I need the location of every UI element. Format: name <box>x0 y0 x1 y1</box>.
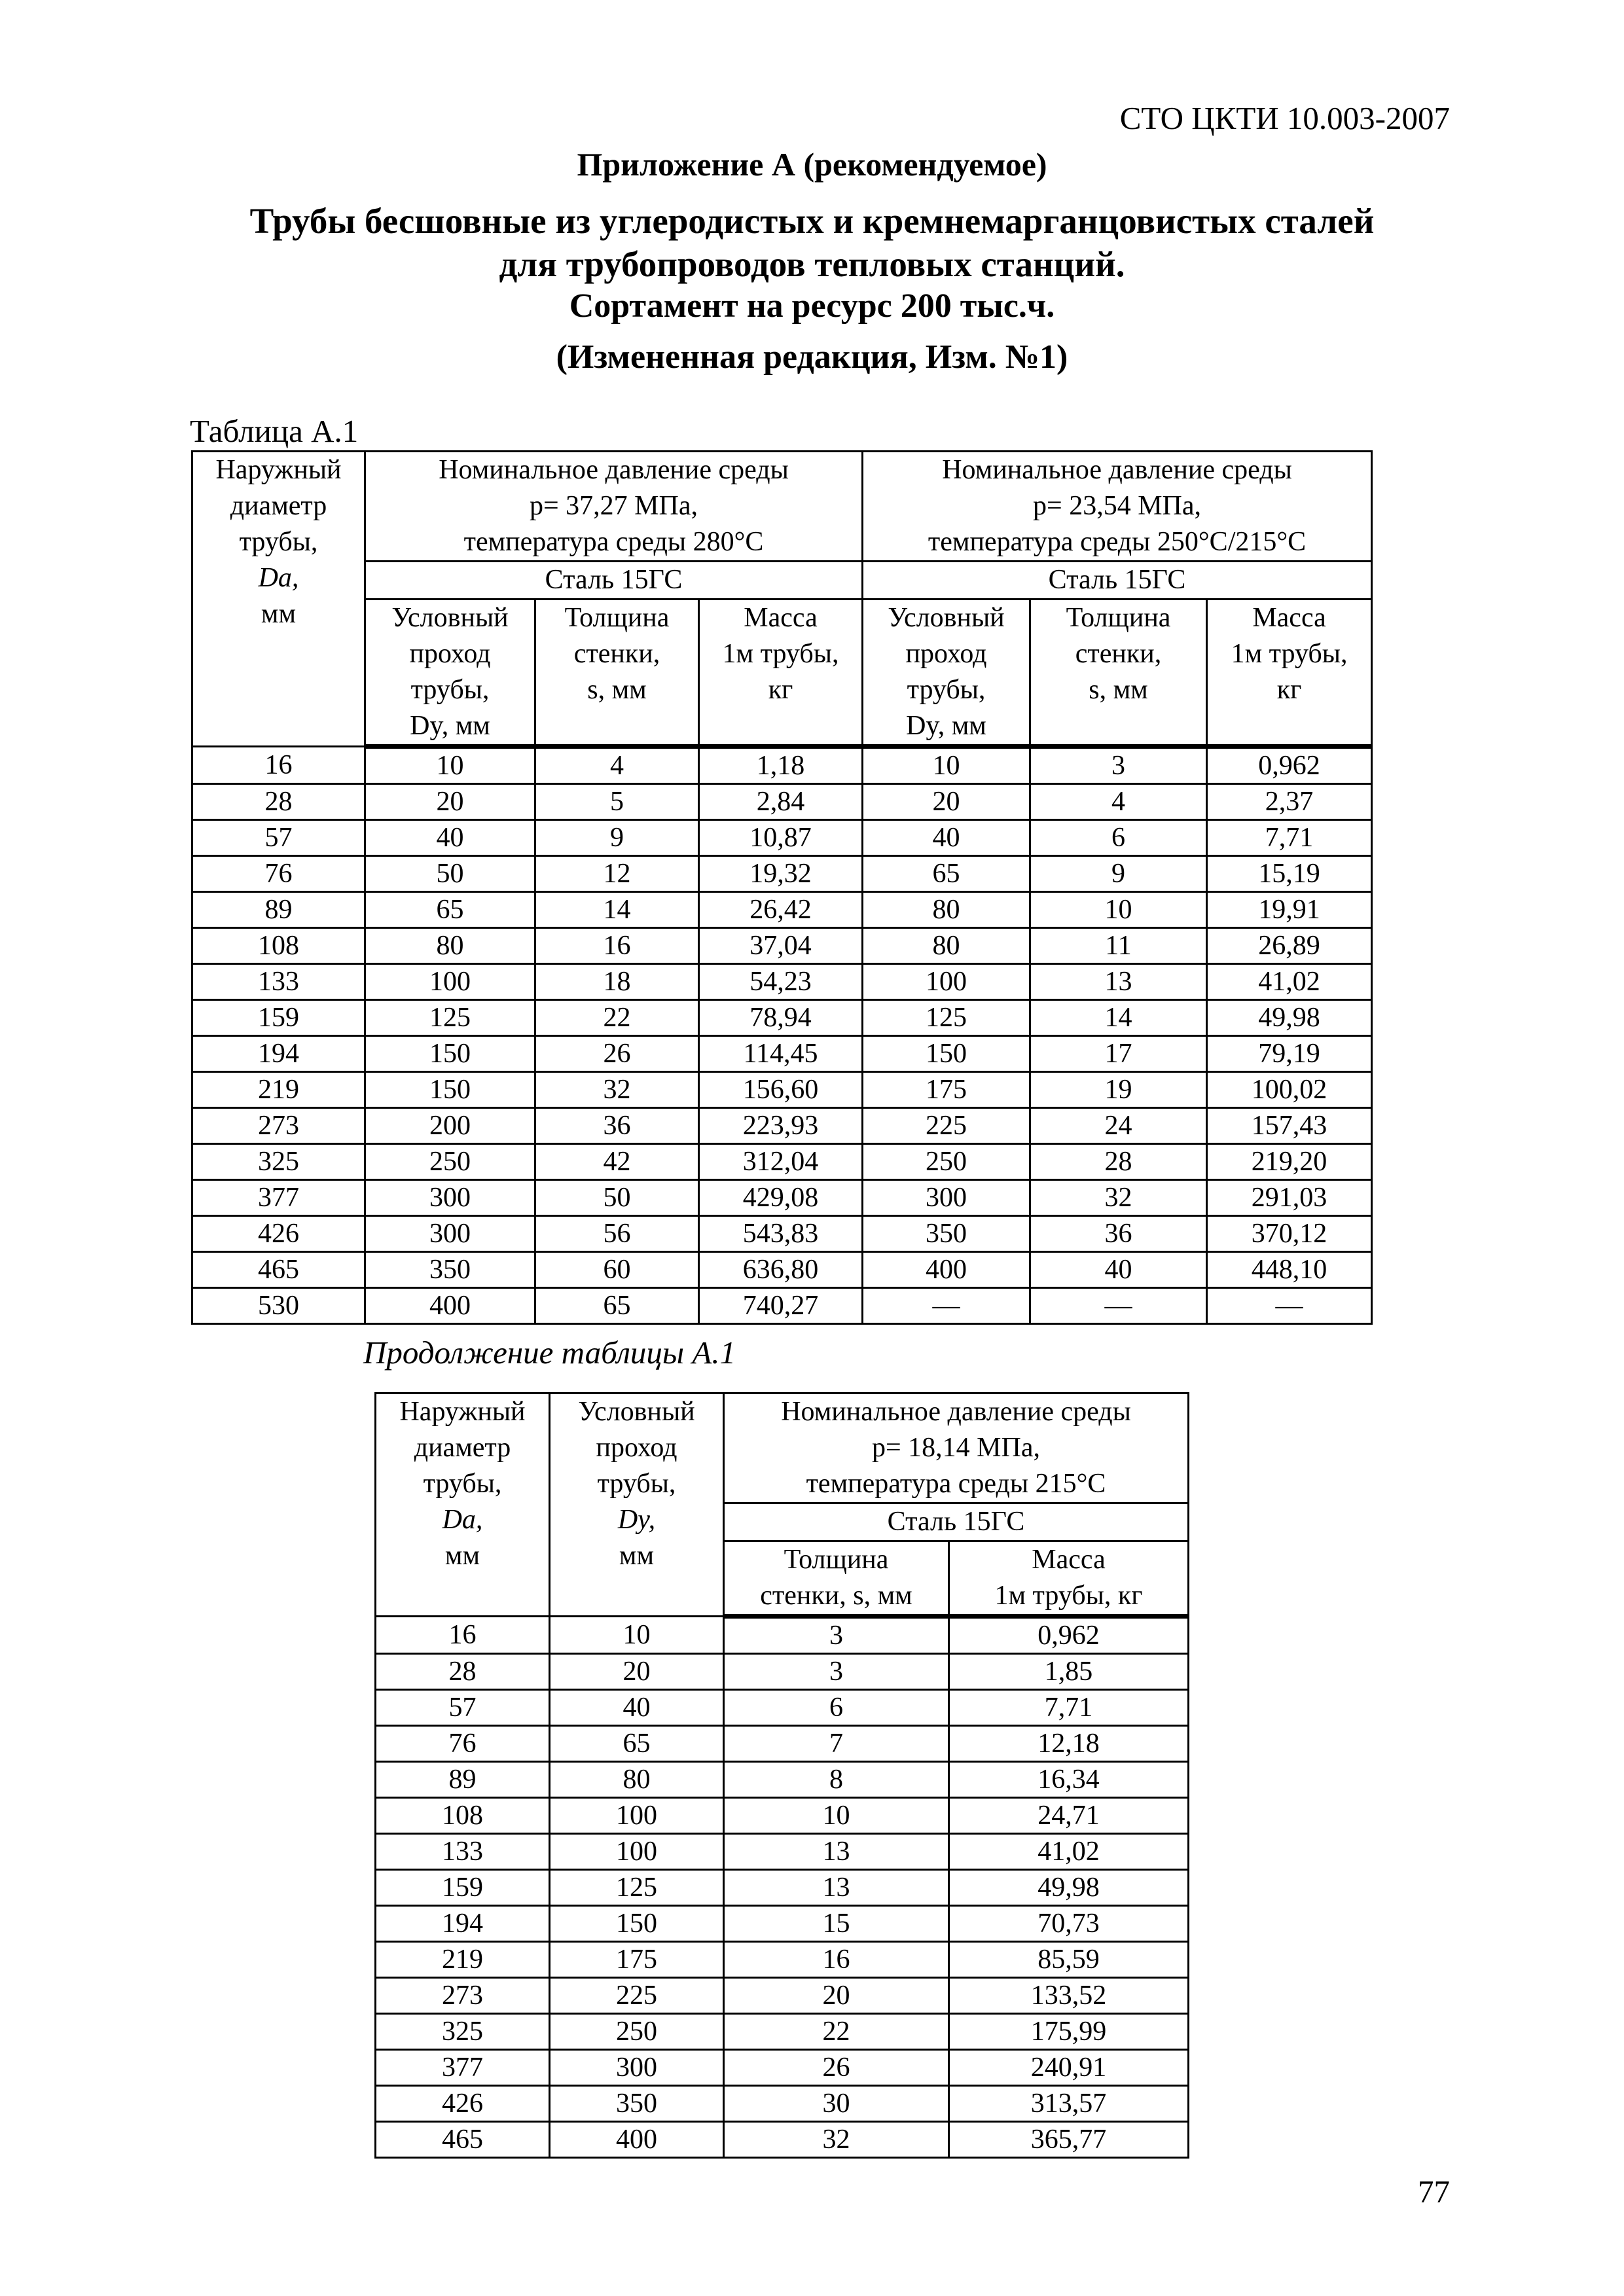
table-cell: 250 <box>863 1144 1030 1180</box>
header-mass-1: Масса 1м трубы, кг <box>699 600 863 747</box>
table-label: Таблица А.1 <box>190 413 359 449</box>
table-cell: 16 <box>192 747 365 784</box>
table-cell: 273 <box>376 1978 550 2014</box>
table-cell: 40 <box>550 1690 724 1726</box>
table-cell: 19,91 <box>1207 892 1372 928</box>
table-row <box>376 2014 1189 2050</box>
table-cell: 56 <box>535 1216 699 1252</box>
table-row <box>192 856 1372 892</box>
table-cell: 16,34 <box>949 1762 1189 1798</box>
table-cell: 32 <box>1030 1180 1207 1216</box>
table-cell: 40 <box>863 820 1030 856</box>
table-cell: 13 <box>1030 964 1207 1000</box>
title-line-3: Сортамент на ресурс 200 тыс.ч. <box>569 287 1055 325</box>
table-cell: 0,962 <box>1207 747 1372 784</box>
table-cell: 300 <box>365 1180 535 1216</box>
table-cell: 3 <box>724 1617 949 1654</box>
table-cell: 448,10 <box>1207 1252 1372 1288</box>
table-cell: 80 <box>863 892 1030 928</box>
table-cell: 15 <box>724 1906 949 1942</box>
continuation-table-body <box>376 1617 1189 2158</box>
table-cell: 54,23 <box>699 964 863 1000</box>
table-cell: 79,19 <box>1207 1036 1372 1072</box>
table-row <box>192 1072 1372 1108</box>
table-cell: 14 <box>535 892 699 928</box>
table-cell: 26,42 <box>699 892 863 928</box>
table-cell: 65 <box>535 1288 699 1324</box>
table-cell: 250 <box>550 2014 724 2050</box>
table-cell: 636,80 <box>699 1252 863 1288</box>
table-cell: 0,962 <box>949 1617 1189 1654</box>
header-wall-thickness-2: Толщина стенки, s, мм <box>1030 600 1207 747</box>
table-cell: 223,93 <box>699 1108 863 1144</box>
header-steel-grade: Сталь 15ГС <box>724 1503 1189 1541</box>
table-cell: 2,37 <box>1207 784 1372 820</box>
table-cell: 16 <box>724 1942 949 1978</box>
title-line-2: для трубопроводов тепловых станций. <box>499 244 1125 284</box>
table-cell: 20 <box>365 784 535 820</box>
table-cell: 426 <box>192 1216 365 1252</box>
table-cell: 156,60 <box>699 1072 863 1108</box>
table-row <box>376 1726 1189 1762</box>
table-row <box>192 928 1372 964</box>
table-cell: 250 <box>365 1144 535 1180</box>
table-cell: 89 <box>376 1762 550 1798</box>
table-cell: 273 <box>192 1108 365 1144</box>
header-nominal-bore-1: Условный проход трубы, Dy, мм <box>365 600 535 747</box>
table-cell: 114,45 <box>699 1036 863 1072</box>
table-cell: 3 <box>724 1654 949 1690</box>
table-cell: 16 <box>535 928 699 964</box>
table-cell: 133 <box>192 964 365 1000</box>
header-outer-diameter: Наружный диаметр трубы, Da, мм <box>376 1393 550 1617</box>
table-cell: 7 <box>724 1726 949 1762</box>
table-cell: 150 <box>863 1036 1030 1072</box>
table-cell: 13 <box>724 1834 949 1870</box>
table-cell: 65 <box>863 856 1030 892</box>
header-steel-grade-2: Сталь 15ГС <box>863 562 1372 600</box>
table-cell: 157,43 <box>1207 1108 1372 1144</box>
header-nominal-bore: Условный проход трубы, Dy, мм <box>550 1393 724 1617</box>
header-wall-thickness: Толщина стенки, s, мм <box>724 1541 949 1617</box>
edition-note: (Измененная редакция, Изм. №1) <box>556 338 1068 376</box>
header-mass-2: Масса 1м трубы, кг <box>1207 600 1372 747</box>
table-cell: 175 <box>863 1072 1030 1108</box>
table-cell: 325 <box>376 2014 550 2050</box>
table-cell: 10,87 <box>699 820 863 856</box>
table-cell: 6 <box>1030 820 1207 856</box>
table-cell: 100 <box>863 964 1030 1000</box>
continuation-label: Продолжение таблицы А.1 <box>363 1335 736 1371</box>
table-cell: 26 <box>535 1036 699 1072</box>
table-cell: 300 <box>365 1216 535 1252</box>
table-cell: 18 <box>535 964 699 1000</box>
assortment-table-body <box>192 747 1372 1324</box>
table-cell: 740,27 <box>699 1288 863 1324</box>
table-row <box>376 2050 1189 2086</box>
table-cell: 125 <box>863 1000 1030 1036</box>
table-row <box>376 1834 1189 1870</box>
table-cell: 19,32 <box>699 856 863 892</box>
table-cell: 10 <box>863 747 1030 784</box>
table-cell: 80 <box>550 1762 724 1798</box>
table-cell: 300 <box>863 1180 1030 1216</box>
table-cell: 89 <box>192 892 365 928</box>
header-steel-grade-1: Сталь 15ГС <box>365 562 863 600</box>
table-cell: 377 <box>376 2050 550 2086</box>
table-cell: 15,19 <box>1207 856 1372 892</box>
table-row <box>192 1216 1372 1252</box>
table-cell: 49,98 <box>1207 1000 1372 1036</box>
table-cell: 26 <box>724 2050 949 2086</box>
table-cell: 24 <box>1030 1108 1207 1144</box>
table-cell: 40 <box>1030 1252 1207 1288</box>
table-cell: 426 <box>376 2086 550 2122</box>
table-cell: 159 <box>192 1000 365 1036</box>
table-cell: 400 <box>863 1252 1030 1288</box>
table-cell: 350 <box>863 1216 1030 1252</box>
table-cell: 28 <box>192 784 365 820</box>
table-cell: 325 <box>192 1144 365 1180</box>
table-cell: 530 <box>192 1288 365 1324</box>
table-cell: — <box>1030 1288 1207 1324</box>
table-cell: 32 <box>535 1072 699 1108</box>
table-row <box>376 1617 1189 1654</box>
header-outer-diameter: Наружный диаметр трубы, Da, мм <box>192 452 365 747</box>
table-cell: 100 <box>365 964 535 1000</box>
table-cell: 26,89 <box>1207 928 1372 964</box>
table-cell: 65 <box>550 1726 724 1762</box>
table-cell: 219 <box>376 1942 550 1978</box>
table-cell: 312,04 <box>699 1144 863 1180</box>
table-cell: 194 <box>192 1036 365 1072</box>
table-cell: 175,99 <box>949 2014 1189 2050</box>
table-cell: 365,77 <box>949 2122 1189 2158</box>
table-row <box>192 1000 1372 1036</box>
table-cell: 30 <box>724 2086 949 2122</box>
table-cell: 78,94 <box>699 1000 863 1036</box>
table-cell: 377 <box>192 1180 365 1216</box>
table-cell: 2,84 <box>699 784 863 820</box>
header-pressure-group-2: Номинальное давление среды p= 23,54 МПа, температура среды 250°С/215°С <box>863 452 1372 562</box>
table-cell: 400 <box>365 1288 535 1324</box>
table-cell: 150 <box>365 1072 535 1108</box>
assortment-table <box>191 450 1373 1325</box>
table-cell: 10 <box>1030 892 1207 928</box>
table-cell: 108 <box>192 928 365 964</box>
table-cell: 16 <box>376 1617 550 1654</box>
table-cell: 9 <box>535 820 699 856</box>
table-cell: 65 <box>365 892 535 928</box>
table-cell: 125 <box>550 1870 724 1906</box>
table-cell: 219 <box>192 1072 365 1108</box>
table-cell: 125 <box>365 1000 535 1036</box>
table-cell: 465 <box>192 1252 365 1288</box>
table-cell: 17 <box>1030 1036 1207 1072</box>
table-row <box>376 1762 1189 1798</box>
table-row <box>376 1690 1189 1726</box>
table-cell: 100 <box>550 1798 724 1834</box>
table-row <box>192 892 1372 928</box>
table-cell: 5 <box>535 784 699 820</box>
table-cell: 80 <box>365 928 535 964</box>
table-cell: 465 <box>376 2122 550 2158</box>
table-cell: 100,02 <box>1207 1072 1372 1108</box>
table-cell: 6 <box>724 1690 949 1726</box>
table-cell: 85,59 <box>949 1942 1189 1978</box>
table-cell: 543,83 <box>699 1216 863 1252</box>
table-cell: 370,12 <box>1207 1216 1372 1252</box>
table-cell: 7,71 <box>1207 820 1372 856</box>
table-cell: 70,73 <box>949 1906 1189 1942</box>
table-cell: 150 <box>550 1906 724 1942</box>
table-row <box>376 1870 1189 1906</box>
table-row <box>376 2086 1189 2122</box>
table-row <box>192 747 1372 784</box>
table-cell: 22 <box>535 1000 699 1036</box>
table-cell: 133 <box>376 1834 550 1870</box>
table-cell: 400 <box>550 2122 724 2158</box>
table-cell: — <box>1207 1288 1372 1324</box>
table-cell: 1,85 <box>949 1654 1189 1690</box>
document-code: СТО ЦКТИ 10.003-2007 <box>1119 100 1450 136</box>
table-cell: 50 <box>535 1180 699 1216</box>
page-number: 77 <box>1418 2174 1450 2210</box>
table-cell: 40 <box>365 820 535 856</box>
table-cell: 12 <box>535 856 699 892</box>
table-cell: 300 <box>550 2050 724 2086</box>
table-cell: 240,91 <box>949 2050 1189 2086</box>
table-cell: 4 <box>535 747 699 784</box>
table-cell: 20 <box>724 1978 949 2014</box>
table-cell: 291,03 <box>1207 1180 1372 1216</box>
table-cell: 22 <box>724 2014 949 2050</box>
table-cell: 13 <box>724 1870 949 1906</box>
table-cell: 100 <box>550 1834 724 1870</box>
table-cell: 11 <box>1030 928 1207 964</box>
table-cell: 76 <box>192 856 365 892</box>
table-cell: 350 <box>365 1252 535 1288</box>
table-cell: 225 <box>550 1978 724 2014</box>
table-cell: 10 <box>550 1617 724 1654</box>
table-row <box>376 1906 1189 1942</box>
table-row <box>192 1252 1372 1288</box>
table-cell: 8 <box>724 1762 949 1798</box>
table-row <box>192 1180 1372 1216</box>
table-cell: 159 <box>376 1870 550 1906</box>
table-cell: 14 <box>1030 1000 1207 1036</box>
table-row <box>376 1978 1189 2014</box>
table-row <box>192 1288 1372 1324</box>
header-pressure-group-1: Номинальное давление среды p= 37,27 МПа, температура среды 280°С <box>365 452 863 562</box>
table-row <box>376 2122 1189 2158</box>
table-cell: 19 <box>1030 1072 1207 1108</box>
title-line-1: Трубы бесшовные из углеродистых и кремнемарганцовистых сталей <box>249 201 1375 241</box>
table-cell: 57 <box>376 1690 550 1726</box>
table-cell: 313,57 <box>949 2086 1189 2122</box>
table-cell: 28 <box>1030 1144 1207 1180</box>
table-cell: 7,71 <box>949 1690 1189 1726</box>
table-cell: 80 <box>863 928 1030 964</box>
table-cell: 28 <box>376 1654 550 1690</box>
table-cell: 3 <box>1030 747 1207 784</box>
table-cell: 150 <box>365 1036 535 1072</box>
table-cell: 350 <box>550 2086 724 2122</box>
table-row <box>192 1144 1372 1180</box>
table-cell: 42 <box>535 1144 699 1180</box>
header-nominal-bore-2: Условный проход трубы, Dy, мм <box>863 600 1030 747</box>
table-cell: 60 <box>535 1252 699 1288</box>
appendix-heading: Приложение А (рекомендуемое) <box>577 146 1047 183</box>
header-pressure-group: Номинальное давление среды p= 18,14 МПа, температура среды 215°С <box>724 1393 1189 1503</box>
table-cell: 175 <box>550 1942 724 1978</box>
table-row <box>376 1798 1189 1834</box>
table-row <box>192 1036 1372 1072</box>
table-cell: 57 <box>192 820 365 856</box>
header-wall-thickness-1: Толщина стенки, s, мм <box>535 600 699 747</box>
table-row <box>376 1942 1189 1978</box>
table-cell: 108 <box>376 1798 550 1834</box>
table-cell: 37,04 <box>699 928 863 964</box>
table-cell: 12,18 <box>949 1726 1189 1762</box>
table-cell: 24,71 <box>949 1798 1189 1834</box>
table-cell: 50 <box>365 856 535 892</box>
table-row <box>376 1654 1189 1690</box>
table-cell: 1,18 <box>699 747 863 784</box>
table-cell: 219,20 <box>1207 1144 1372 1180</box>
table-cell: 20 <box>550 1654 724 1690</box>
table-cell: 9 <box>1030 856 1207 892</box>
continuation-table <box>374 1392 1189 2159</box>
table-cell: 10 <box>724 1798 949 1834</box>
table-cell: 41,02 <box>1207 964 1372 1000</box>
table-cell: 41,02 <box>949 1834 1189 1870</box>
table-cell: 10 <box>365 747 535 784</box>
table-cell: — <box>863 1288 1030 1324</box>
table-cell: 133,52 <box>949 1978 1189 2014</box>
table-cell: 4 <box>1030 784 1207 820</box>
table-cell: 200 <box>365 1108 535 1144</box>
table-cell: 429,08 <box>699 1180 863 1216</box>
table-row <box>192 1108 1372 1144</box>
table-row <box>192 964 1372 1000</box>
table-cell: 32 <box>724 2122 949 2158</box>
table-cell: 194 <box>376 1906 550 1942</box>
header-mass: Масса 1м трубы, кг <box>949 1541 1189 1617</box>
table-cell: 49,98 <box>949 1870 1189 1906</box>
table-cell: 76 <box>376 1726 550 1762</box>
table-cell: 36 <box>535 1108 699 1144</box>
table-cell: 36 <box>1030 1216 1207 1252</box>
table-cell: 20 <box>863 784 1030 820</box>
table-cell: 225 <box>863 1108 1030 1144</box>
table-row <box>192 784 1372 820</box>
table-row <box>192 820 1372 856</box>
